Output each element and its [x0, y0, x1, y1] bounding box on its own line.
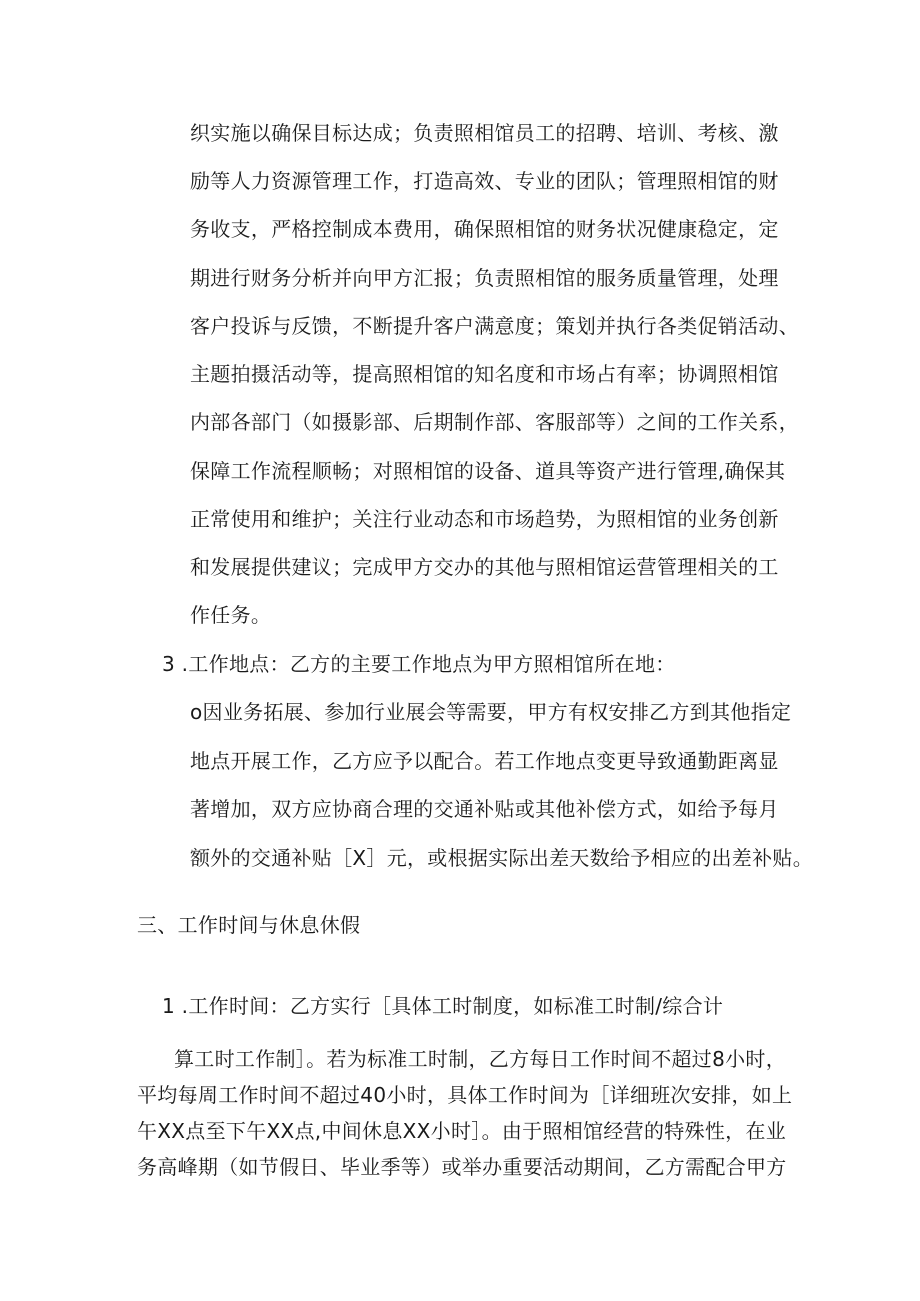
paragraph-line: 保障工作流程顺畅；对照相馆的设备、道具等资产进行管理,确保其	[190, 459, 786, 483]
section-heading: 三、工作时间与休息休假	[137, 913, 361, 937]
paragraph-line: 务收支，严格控制成本费用，确保照相馆的财务状况健康稳定，定	[190, 217, 779, 241]
paragraph-line: 织实施以确保目标达成；负责照相馆员工的招聘、培训、考核、激	[190, 121, 779, 145]
paragraph-line: 励等人力资源管理工作，打造高效、专业的团队；管理照相馆的财	[190, 169, 779, 193]
paragraph-line: 内部各部门（如摄影部、后期制作部、客服部等）之间的工作关系，	[190, 410, 799, 434]
paragraph-line: o因业务拓展、参加行业展会等需要，甲方有权安排乙方到其他指定	[190, 700, 792, 724]
paragraph-line: 正常使用和维护；关注行业动态和市场趋势，为照相馆的业务创新	[190, 507, 779, 531]
paragraph-line: 客户投诉与反馈，不断提升客户满意度；策划并执行各类促销活动、	[190, 314, 799, 338]
list-item-1: 1 .工作时间：乙方实行［具体工时制度，如标准工时制/综合计	[162, 994, 724, 1018]
paragraph-line: 午XX点至下午XX点,中间休息XX小时］。由于照相馆经营的特殊性，在业	[137, 1119, 787, 1143]
paragraph-line: 期进行财务分析并向甲方汇报；负责照相馆的服务质量管理，处理	[190, 266, 779, 290]
paragraph-line: 和发展提供建议；完成甲方交办的其他与照相馆运营管理相关的工	[190, 555, 779, 579]
paragraph-line: 主题拍摄活动等，提高照相馆的知名度和市场占有率；协调照相馆	[190, 362, 779, 386]
paragraph-line: 作任务。	[190, 603, 272, 627]
paragraph-line: 算工时工作制］。若为标准工时制，乙方每日工作时间不超过8小时，	[174, 1047, 787, 1071]
paragraph-line: 务高峰期（如节假日、毕业季等）或举办重要活动期间，乙方需配合甲方	[137, 1155, 787, 1179]
paragraph-line: 地点开展工作，乙方应予以配合。若工作地点变更导致通勤距离显	[190, 749, 779, 773]
paragraph-line: 著增加，双方应协商合理的交通补贴或其他补偿方式，如给予每月	[190, 797, 779, 821]
paragraph-line: 额外的交通补贴［X］元，或根据实际出差天数给予相应的出差补贴。	[190, 846, 814, 870]
paragraph-line: 平均每周工作时间不超过40小时，具体工作时间为［详细班次安排，如上	[137, 1083, 793, 1107]
list-item-3: 3 .工作地点：乙方的主要工作地点为甲方照相馆所在地：	[162, 652, 676, 676]
